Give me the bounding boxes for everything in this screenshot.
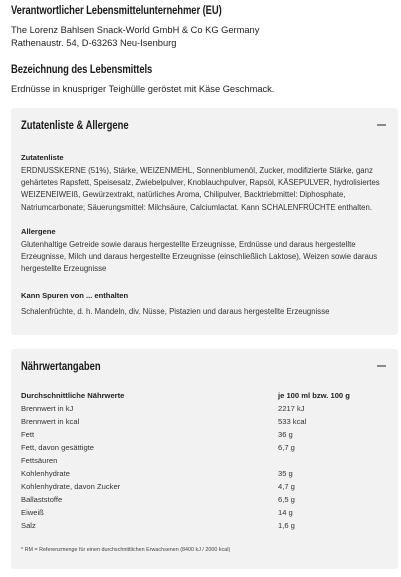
nutrient-name: Fettsäuren [21, 456, 58, 465]
header-amount: je 100 ml bzw. 100 g [278, 391, 350, 400]
traces-label: Kann Spuren von ... enthalten [21, 291, 129, 300]
ingredients-line: Natriumcarbonate; Säuerungsmittel: Milchsäure, Calciumlactat. Kann SCHALENFRÜCHTE enthalten. [21, 202, 373, 212]
nutrient-name: Salz [21, 521, 36, 530]
table-row [21, 507, 388, 519]
nutrient-value: 35 g [278, 469, 293, 478]
nutrient-name: Brennwert in kJ [21, 404, 74, 413]
ingredients-panel-title[interactable]: Zutatenliste & Allergene [21, 120, 129, 132]
nutrient-name: Fett, davon gesättigte [21, 443, 95, 452]
nutrition-panel-title[interactable]: Nährwertangaben [21, 361, 101, 373]
nutrient-value: 36 g [278, 430, 293, 439]
table-row [21, 494, 388, 506]
minus-icon[interactable] [377, 124, 386, 126]
allergens-line: hergestellte Erzeugnisse [21, 264, 107, 274]
allergens-line: Erzeugnisse, Milch und daraus hergestellte Erzeugnisse (einschließlich Laktose), Weizen sowie daraus [21, 252, 378, 262]
ingredients-line: WEIZENEIWEIß, Gewürzextrakt, natürliches Aroma, Chilipulver, Backtriebmittel: Diphosphate, [21, 190, 346, 200]
nutrient-value: 1,6 g [278, 521, 295, 530]
ingredients-panel [11, 108, 398, 335]
header-nutrient: Durchschnittliche Nährwerte [21, 391, 125, 400]
table-row [21, 520, 388, 532]
allergens-label: Allergene [21, 227, 56, 236]
allergens-text [21, 239, 388, 276]
nutrition-footnote: * RM = Referenzmenge für einen durchschnittlichen Erwachsenen (8400 kJ / 2000 kcal) [21, 547, 231, 553]
operator-line-1: The Lorenz Bahlsen Snack-World GmbH & Co KG Germany [11, 25, 260, 35]
nutrient-name: Ballaststoffe [21, 495, 63, 504]
nutrient-name: Kohlenhydrate [21, 469, 70, 478]
nutrient-name: Brennwert in kcal [21, 417, 80, 426]
allergens-line: Glutenhaltige Getreide sowie daraus hergestellte Erzeugnisse, Erdnüsse und daraus hergestellte [21, 240, 356, 249]
ingredients-line: gehärtetes Rapsfett, Speisesalz, Zwiebelpulver, Knoblauchpulver, Rapsöl, KÄSEPULVER, hydrolisiertes [21, 178, 380, 188]
table-row [21, 468, 388, 480]
minus-icon[interactable] [377, 365, 386, 367]
table-row [21, 403, 388, 415]
ingredients-label: Zutatenliste [21, 153, 64, 162]
table-row [21, 416, 388, 428]
operator-title: Verantwortlicher Lebensmittelunternehmer (EU) [11, 5, 222, 17]
traces-text: Schalenfrüchte, d. h. Mandeln, div. Nüsse, Pistazien und daraus hergestellte Erzeugnisse [21, 307, 330, 316]
ingredients-text [21, 165, 388, 214]
designation-text: Erdnüsse in knuspriger Teighülle geröstet mit Käse Geschmack. [11, 84, 275, 94]
nutrient-name: Kohlenhydrate, davon Zucker [21, 482, 121, 491]
designation-title: Bezeichnung des Lebensmittels [11, 64, 153, 76]
nutrient-value: 4,7 g [278, 482, 295, 491]
nutrient-value: 14 g [278, 508, 293, 517]
nutrient-value: 533 kcal [278, 417, 307, 426]
nutrient-value: 6,5 g [278, 495, 295, 504]
nutrition-panel [11, 349, 398, 569]
nutrient-name: Eiweiß [21, 508, 44, 517]
table-row [21, 429, 388, 441]
table-row [21, 455, 388, 467]
operator-line-2: Rathenaustr. 54, D-63263 Neu-Isenburg [11, 38, 177, 48]
ingredients-line: ERDNUSSKERNE (51%), Stärke, WEIZENMEHL, Sonnenblumenöl, Zucker, modifizierte Stärke, ganz [21, 166, 373, 175]
nutrient-name: Fett [21, 430, 35, 439]
table-row [21, 481, 388, 493]
nutrition-table-header [21, 390, 388, 402]
table-row [21, 442, 388, 454]
nutrient-value: 2217 kJ [278, 404, 305, 413]
nutrient-value: 6,7 g [278, 443, 295, 452]
